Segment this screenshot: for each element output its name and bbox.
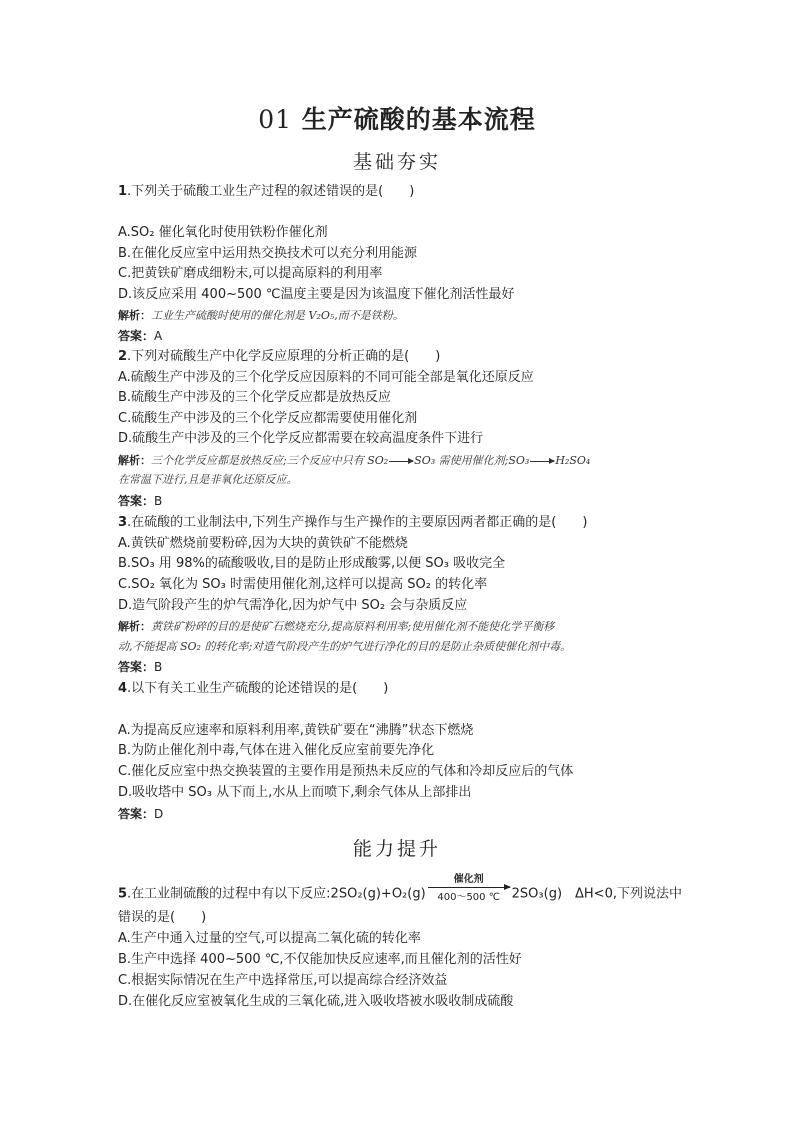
question-number: 5	[118, 886, 128, 902]
question-number: 4	[118, 681, 128, 696]
answer: 答案：D	[118, 807, 164, 821]
option-d: D.吸收塔中 SO₃ 从下而上,水从上而喷下,剩余气体从上部排出	[118, 785, 472, 800]
option-b: B.SO₃ 用 98%的硫酸吸收,目的是防止形成酸雾,以便 SO₃ 吸收完全	[118, 556, 506, 571]
option-b: B.为防止催化剂中毒,气体在进入催化反应室前要先净化	[118, 743, 435, 758]
question-stem-cont: 错误的是( )	[118, 910, 207, 925]
option-c: C.把黄铁矿磨成细粉末,可以提高原料的利用率	[118, 266, 383, 281]
answer: 答案：B	[118, 660, 163, 674]
option-a: A.生产中通入过量的空气,可以提高二氧化硫的转化率	[118, 931, 421, 946]
analysis-cont: 在常温下进行,且是非氧化还原反应。	[118, 473, 298, 486]
reaction-arrow-icon	[530, 461, 554, 462]
question-3	[118, 514, 587, 532]
option-c: C.催化反应室中热交换装置的主要作用是预热未反应的气体和冷却反应后的气体	[118, 764, 574, 779]
question-number: 2	[118, 349, 128, 364]
option-c: C.根据实际情况在生产中选择常压,可以提高综合经济效益	[118, 973, 448, 988]
title-text: 生产硫酸的基本流程	[301, 105, 536, 134]
option-d: D.造气阶段产生的炉气需净化,因为炉气中 SO₂ 会与杂质反应	[118, 598, 468, 613]
question-stem: .下列对硫酸生产中化学反应原理的分析正确的是( )	[127, 349, 441, 364]
catalyst-label: 催化剂	[453, 874, 484, 885]
option-a: A.硫酸生产中涉及的三个化学反应因原料的不同可能全部是氧化还原反应	[118, 370, 534, 385]
answer: 答案：A	[118, 329, 163, 343]
page-title	[0, 100, 794, 136]
question-4	[118, 680, 388, 698]
answer: 答案：B	[118, 494, 163, 508]
section-basic: 基础夯实	[352, 151, 441, 173]
question-stem: .以下有关工业生产硫酸的论述错误的是( )	[127, 681, 389, 696]
analysis: 解析：三个化学反应都是放热反应;三个反应中只有 SO₂ SO₃ 需使用催化剂;SO₃ H₂SO₄	[118, 454, 591, 467]
title-number: 01	[258, 105, 293, 134]
option-d: D.在催化反应室被氧化生成的三氧化硫,进入吸收塔被水吸收制成硫酸	[118, 994, 514, 1009]
option-d: D.硫酸生产中涉及的三个化学反应都需要在较高温度条件下进行	[118, 431, 484, 446]
question-number: 1	[118, 184, 128, 199]
section-advanced: 能力提升	[352, 838, 441, 860]
analysis: 解析：黄铁矿粉碎的目的是使矿石燃烧充分,提高原料利用率;使用催化剂不能使化学平衡移	[118, 620, 555, 633]
question-stem: .在硫酸的工业制法中,下列生产操作与生产操作的主要原因两者都正确的是( )	[127, 515, 588, 530]
option-b: B.在催化反应室中运用热交换技术可以充分利用能源	[118, 246, 418, 261]
question-2	[118, 348, 440, 366]
question-stem: .在工业制硫酸的过程中有以下反应:2SO₂(g)+O₂(g)	[127, 886, 426, 902]
analysis: 解析：工业生产硫酸时使用的催化剂是 V₂O₅,而不是铁粉。	[118, 309, 404, 322]
question-5: 5.在工业制硫酸的过程中有以下反应:2SO₂(g)+O₂(g) 催化剂 400～500 ℃ 2SO₃(g) ΔH<0,下列说法中	[118, 885, 682, 904]
option-d: D.该反应采用 400~500 ℃温度主要是因为该温度下催化剂活性最好	[118, 287, 515, 302]
question-1	[118, 183, 414, 201]
option-c: C.SO₂ 氧化为 SO₃ 时需使用催化剂,这样可以提高 SO₂ 的转化率	[118, 577, 488, 592]
option-c: C.硫酸生产中涉及的三个化学反应都需要使用催化剂	[118, 411, 418, 426]
analysis-cont: 动,不能提高 SO₂ 的转化率;对造气阶段产生的炉气进行净化的目的是防止杂质使催化剂中毒。	[118, 640, 572, 653]
option-a: A.SO₂ 催化氧化时使用铁粉作催化剂	[118, 225, 328, 240]
equilibrium-arrow-icon	[428, 887, 510, 888]
question-number: 3	[118, 515, 128, 530]
question-stem: .下列关于硫酸工业生产过程的叙述错误的是( )	[127, 184, 415, 199]
temperature-label: 400～500 ℃	[437, 892, 500, 903]
reaction-arrow-icon	[389, 461, 413, 462]
option-b: B.硫酸生产中涉及的三个化学反应都是放热反应	[118, 390, 392, 405]
option-b: B.生产中选择 400~500 ℃,不仅能加快反应速率,而且催化剂的活性好	[118, 952, 522, 967]
option-a: A.为提高反应速率和原料利用率,黄铁矿要在“沸腾”状态下燃烧	[118, 723, 474, 738]
option-a: A.黄铁矿燃烧前要粉碎,因为大块的黄铁矿不能燃烧	[118, 536, 408, 551]
reaction-condition-arrow	[428, 874, 510, 903]
